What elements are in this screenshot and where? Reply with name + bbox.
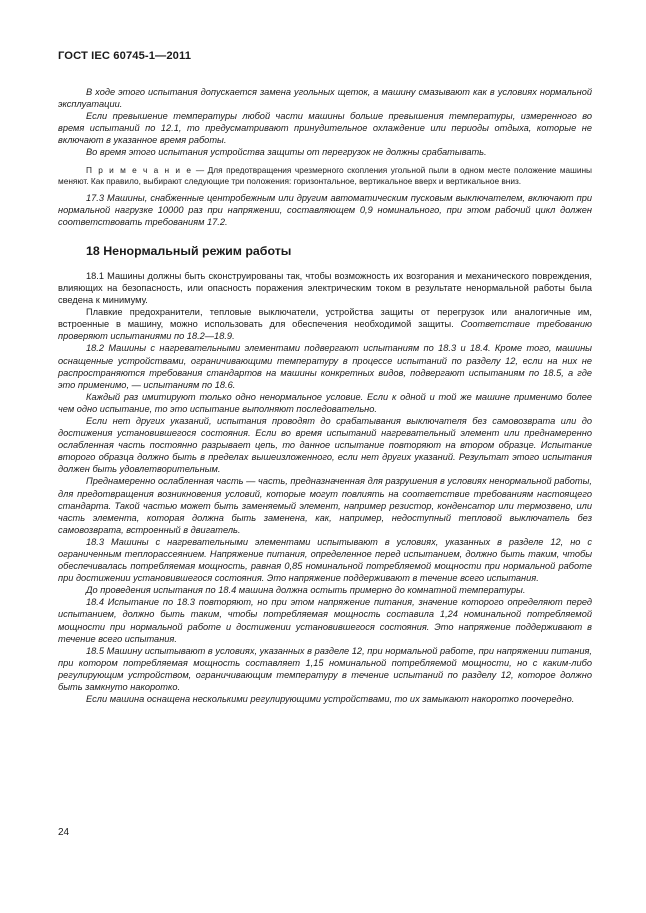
paragraph: Если машина оснащена несколькими регулирующими устройствами, то их замыкают накоротко поочередно. [86,694,575,705]
paragraph-18-5: 18.5 Машину испытывают в условиях, указанных в разделе 12, при нормальной работе, при напряжении питания, при котором потребляемая мощность составляет 1,15 номинальной потребляемой мощности, но с каким-либо регулирующим устройством, ограничивающим температуру в течение испытаний по разделу 12, которое должно быть замкнуто накоротко. [58,645,592,693]
paragraph: Если нет других указаний, испытания проводят до срабатывания выключателя без самовозврата или до достижения установившегося состояния. Если во время испытаний нагревательный элемент или преднамеренно ослабленная часть постоянно разрывает цепь, то данное испытание повторяют на втором образце. Испытание второго образца должно быть в пределах вышеизложенного, если нет других указаний. Результат этого испытания должен быть удовлетворительным. [58,415,592,475]
paragraph: Если превышение температуры любой части машины больше превышения температуры, измеренного во время испытаний по 12.1, то предусматривают принудительное охлаждение или периоды отдыха, которые не включают в указанное время работы. [58,111,592,146]
paragraph-18-1: 18.1 Машины должны быть сконструированы так, чтобы возможность их возгорания и механического повреждения, влияющих на безопасность, или опасность поражения электрическим током в результате ненормальной работы была сведена к минимуму. [58,270,592,306]
paragraph-17-3: 17.3 Машины, снабженные центробежным или другим автоматическим пусковым выключателем, включают при нормальной нагрузке 10000 раз при напряжении, составляющем 0,9 номинального, при этом рабочий цикл должен соответствовать требованиям 17.2. [58,192,592,227]
page-number: 24 [58,827,70,838]
document-body [58,86,592,705]
note [58,165,592,187]
paragraph: Преднамеренно ослабленная часть — часть, предназначенная для разрушения в условиях ненормальной работы, для предотвращения возникновения условий, которые могут повлиять на соответствие требованиям настоящего стандарта. Такой частью может быть заменяемый элемент, например резистор, конденсатор или термозвено, или часть элемента, которая должна быть заменена, как, например, недоступный тепловой выключатель без самовозврата, встроенный в двигатель. [58,476,592,535]
document-header: ГОСТ IEC 60745-1—2011 [58,50,192,62]
paragraph: Каждый раз имитируют только одно ненормальное условие. Если к одной и той же машине применимо более чем одно испытание, то это испытание выполняют последовательно. [58,391,592,414]
paragraph-italic-text: Соответствие требованию проверяют испытаниями по 18.2—18.9. [58,319,592,342]
paragraph-18-1-continued [58,306,592,342]
note-text: — Для предотвращения чрезмерного скопления угольной пыли в одном месте положение машины меняют. Как правило, выбирают следующие три положения: горизонтальное, вертикальное вверх и вертикальное вниз. [58,164,592,186]
note-label: П р и м е ч а н и е [86,164,193,175]
paragraph-normal-text: Плавкие предохранители, тепловые выключатели, устройства защиты от перегрузок или аналогичные им, встроенные в машину, можно использовать для обеспечения необходимой защиты. [58,307,592,330]
paragraph: Во время этого испытания устройства защиты от перегрузок не должны срабатывать. [86,147,487,158]
paragraph: До проведения испытания по 18.4 машина должна остыть примерно до комнатной температуры. [86,585,526,596]
paragraph-18-4: 18.4 Испытание по 18.3 повторяют, но при этом напряжение питания, значение которого определяют перед испытанием, должно быть таким, чтобы потребляемая мощность составила 1,24 номинальной потребляемой мощности при нормальной работе и достижении установившегося состояния. Это напряжение поддерживают в течение всего испытания. [58,597,592,644]
paragraph-18-2: 18.2 Машины с нагревательными элементами подвергают испытаниям по 18.3 и 18.4. Кроме того, машины оснащенные устройствами, ограничивающими температуру в процессе испытаний по разделу 12, если на них не распространяются требования стандартов на машины конкретных видов, подвергают испытаниям по 18.5, а где это применимо, — испытаниям по 18.6. [58,343,592,390]
paragraph-18-3: 18.3 Машины с нагревательными элементами испытывают в условиях, указанных в разделе 12, но с ограниченным теплорассеянием. Напряжение питания, определенное перед испытанием, должно быть таким, чтобы обеспечивалась потребляемая мощность, равная 0,85 номинальной потребляемой мощности при нормальной работе при достижении установившегося состояния. Это напряжение поддерживают в течение всего испытания. [58,536,592,584]
section-heading: 18 Ненормальный режим работы [86,243,292,258]
paragraph: В ходе этого испытания допускается замена угольных щеток, а машину смазывают как в условиях нормальной эксплуатации. [58,87,592,110]
